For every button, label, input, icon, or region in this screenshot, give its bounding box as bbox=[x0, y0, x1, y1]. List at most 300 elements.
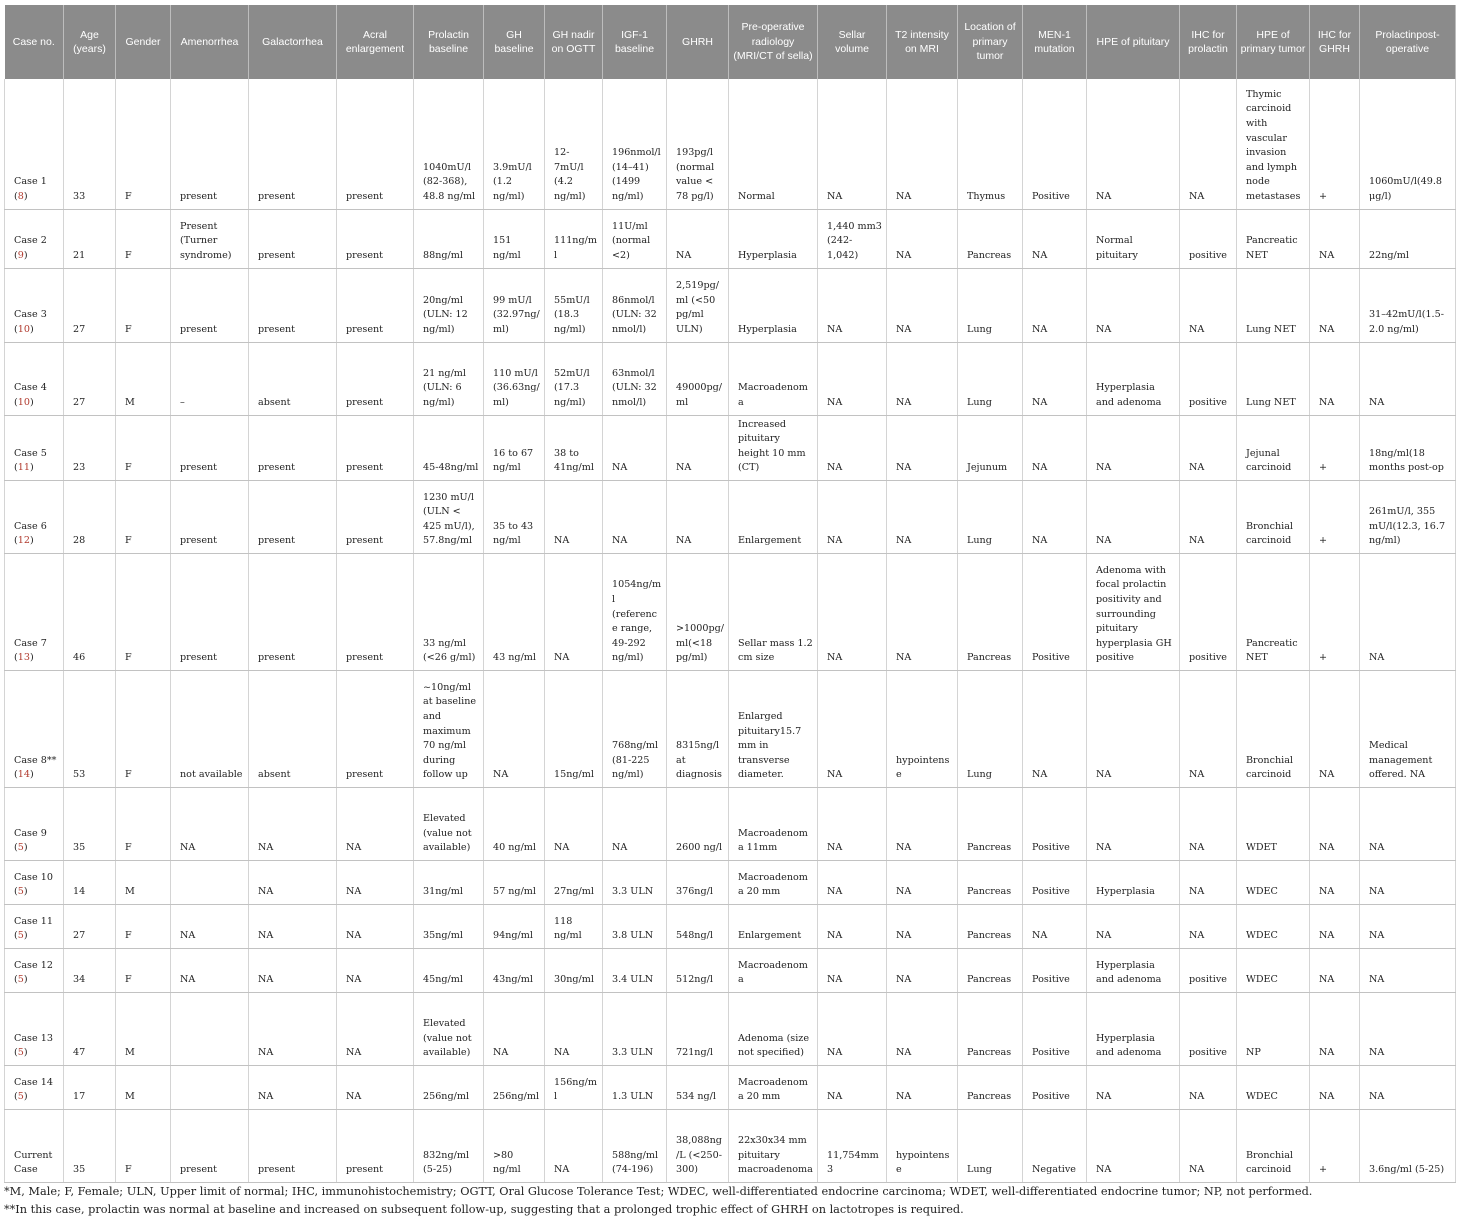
table-cell: F bbox=[116, 904, 171, 948]
table-cell: NA bbox=[171, 787, 249, 860]
table-cell: Lung bbox=[958, 342, 1023, 415]
table-cell: Enlargement bbox=[729, 480, 818, 553]
table-cell: Lung bbox=[958, 670, 1023, 787]
table-cell: Pancreatic NET bbox=[1237, 209, 1310, 268]
table-cell: NA bbox=[887, 1065, 958, 1109]
table-cell: Bronchial carcinoid bbox=[1237, 480, 1310, 553]
table-body bbox=[5, 79, 1456, 1182]
column-header: HPE of pituitary bbox=[1087, 5, 1180, 79]
table-cell: NA bbox=[249, 787, 337, 860]
table-cell: 27 bbox=[64, 268, 116, 342]
table-cell: + bbox=[1310, 1109, 1360, 1182]
table-cell: NA bbox=[1023, 480, 1087, 553]
table-cell: 22x30x34 mm pituitary macroadenoma bbox=[729, 1109, 818, 1182]
table-cell bbox=[171, 1065, 249, 1109]
table-cell: 256ng/ml bbox=[484, 1065, 545, 1109]
table-cell: 12-7mU/l (4.2 ng/ml) bbox=[545, 79, 603, 209]
table-cell: 23 bbox=[64, 415, 116, 480]
table-row bbox=[5, 415, 1456, 480]
table-row bbox=[5, 342, 1456, 415]
table-cell: 512ng/l bbox=[667, 948, 729, 992]
table-cell: NA bbox=[818, 670, 887, 787]
table-cell: Lung NET bbox=[1237, 268, 1310, 342]
table-cell: NA bbox=[1360, 860, 1456, 904]
table-cell: 1.3 ULN bbox=[603, 1065, 667, 1109]
column-header: Amenorrhea bbox=[171, 5, 249, 79]
table-cell: 88ng/ml bbox=[414, 209, 484, 268]
table-cell: Pancreas bbox=[958, 553, 1023, 670]
table-cell: 832ng/ml (5-25) bbox=[414, 1109, 484, 1182]
table-cell: 721ng/l bbox=[667, 992, 729, 1065]
table-cell: NA bbox=[887, 209, 958, 268]
table-cell: NA bbox=[603, 787, 667, 860]
table-cell: F bbox=[116, 268, 171, 342]
table-cell: Macroadenoma 11mm bbox=[729, 787, 818, 860]
column-header: GH baseline bbox=[484, 5, 545, 79]
table-cell: 2600 ng/l bbox=[667, 787, 729, 860]
table-cell: Hyperplasia bbox=[729, 268, 818, 342]
table-cell: 30ng/ml bbox=[545, 948, 603, 992]
table-cell: 3.4 ULN bbox=[603, 948, 667, 992]
case-cell: Case 8** (14) bbox=[5, 670, 64, 787]
table-cell: 94ng/ml bbox=[484, 904, 545, 948]
table-cell: 99 mU/l (32.97ng/ml) bbox=[484, 268, 545, 342]
table-cell: NA bbox=[887, 415, 958, 480]
table-cell: NA bbox=[249, 904, 337, 948]
table-cell: >80 ng/ml bbox=[484, 1109, 545, 1182]
table-cell: NA bbox=[337, 1065, 414, 1109]
column-header: Location of primary tumor bbox=[958, 5, 1023, 79]
case-comparison-table bbox=[4, 5, 1456, 1183]
table-cell: NA bbox=[1310, 992, 1360, 1065]
table-cell: NA bbox=[1087, 268, 1180, 342]
table-cell: present bbox=[171, 268, 249, 342]
table-cell: NA bbox=[1023, 415, 1087, 480]
case-label: Case 1 bbox=[14, 176, 47, 188]
table-cell: 57 ng/ml bbox=[484, 860, 545, 904]
table-row bbox=[5, 553, 1456, 670]
table-cell: NA bbox=[1180, 787, 1237, 860]
reference-link[interactable]: 12 bbox=[17, 535, 30, 547]
table-cell: hypointense bbox=[887, 670, 958, 787]
table-cell: NA bbox=[667, 415, 729, 480]
table-cell: F bbox=[116, 787, 171, 860]
table-cell: 2,519pg/ml (<50 pg/ml ULN) bbox=[667, 268, 729, 342]
table-cell: NA bbox=[1023, 904, 1087, 948]
table-cell: Medical management offered. NA bbox=[1360, 670, 1456, 787]
table-cell: 31–42mU/l(1.5-2.0 ng/ml) bbox=[1360, 268, 1456, 342]
table-cell: 17 bbox=[64, 1065, 116, 1109]
table-cell: 376ng/l bbox=[667, 860, 729, 904]
column-header: Age (years) bbox=[64, 5, 116, 79]
table-cell: NA bbox=[1180, 415, 1237, 480]
table-cell: 8315ng/l at diagnosis bbox=[667, 670, 729, 787]
case-cell: Case 5 (11) bbox=[5, 415, 64, 480]
table-cell: 11,754mm3 bbox=[818, 1109, 887, 1182]
table-cell: F bbox=[116, 480, 171, 553]
table-cell: present bbox=[249, 553, 337, 670]
table-cell: present bbox=[249, 79, 337, 209]
table-row bbox=[5, 1109, 1456, 1182]
reference-link[interactable]: 9 bbox=[17, 249, 24, 261]
table-cell: 31ng/ml bbox=[414, 860, 484, 904]
table-cell: NA bbox=[337, 992, 414, 1065]
table-cell: M bbox=[116, 992, 171, 1065]
table-cell: Lung bbox=[958, 1109, 1023, 1182]
table-cell: 27 bbox=[64, 904, 116, 948]
table-cell: NA bbox=[1310, 1065, 1360, 1109]
table-cell: 38 to 41ng/ml bbox=[545, 415, 603, 480]
table-cell: F bbox=[116, 553, 171, 670]
table-cell: Elevated (value not available) bbox=[414, 787, 484, 860]
table-cell: present bbox=[171, 480, 249, 553]
table-cell: present bbox=[249, 415, 337, 480]
table-cell: Increased pituitary height 10 mm (CT) bbox=[729, 415, 818, 480]
table-cell: F bbox=[116, 209, 171, 268]
table-cell: NA bbox=[337, 860, 414, 904]
table-cell: NA bbox=[887, 553, 958, 670]
table-cell: Macroadenoma 20 mm bbox=[729, 860, 818, 904]
table-cell: 1230 mU/l (ULN < 425 mU/l), 57.8ng/ml bbox=[414, 480, 484, 553]
table-cell: NA bbox=[545, 1109, 603, 1182]
table-cell: 52mU/l (17.3 ng/ml) bbox=[545, 342, 603, 415]
table-cell: F bbox=[116, 79, 171, 209]
table-cell: 53 bbox=[64, 670, 116, 787]
table-cell: 22ng/ml bbox=[1360, 209, 1456, 268]
table-row bbox=[5, 948, 1456, 992]
case-label: Case 7 bbox=[14, 637, 47, 649]
case-label: Case 13 bbox=[14, 1032, 53, 1044]
table-cell: NA bbox=[1360, 992, 1456, 1065]
table-cell: NA bbox=[1023, 209, 1087, 268]
table-cell: NA bbox=[1023, 342, 1087, 415]
table-cell: present bbox=[249, 480, 337, 553]
table-cell: Enlargement bbox=[729, 904, 818, 948]
table-cell: Positive bbox=[1023, 1065, 1087, 1109]
table-cell: 49000pg/ml bbox=[667, 342, 729, 415]
reference-link[interactable]: 14 bbox=[17, 769, 30, 781]
table-cell: positive bbox=[1180, 992, 1237, 1065]
case-cell: Case 10 (5) bbox=[5, 860, 64, 904]
table-cell: NA bbox=[545, 553, 603, 670]
case-cell: Case 2 (9) bbox=[5, 209, 64, 268]
table-cell: 27 bbox=[64, 342, 116, 415]
table-cell: NA bbox=[1087, 670, 1180, 787]
table-cell: NA bbox=[1360, 787, 1456, 860]
table-cell: NA bbox=[337, 904, 414, 948]
table-cell: Thymic carcinoid with vascular invasion and lymph node metastases bbox=[1237, 79, 1310, 209]
table-cell: present bbox=[337, 670, 414, 787]
table-cell: 1040mU/l (82-368), 48.8 ng/ml bbox=[414, 79, 484, 209]
table-cell: Enlarged pituitary15.7 mm in transverse diameter. bbox=[729, 670, 818, 787]
table-cell: NA bbox=[1310, 948, 1360, 992]
table-cell: Positive bbox=[1023, 787, 1087, 860]
case-label: Case 2 bbox=[14, 235, 47, 247]
table-cell: 193pg/l (normal value < 78 pg/l) bbox=[667, 79, 729, 209]
table-cell: Bronchial carcinoid bbox=[1237, 670, 1310, 787]
column-header: Case no. bbox=[5, 5, 64, 79]
table-cell: NA bbox=[171, 904, 249, 948]
table-cell: NA bbox=[1310, 670, 1360, 787]
table-cell: >1000pg/ml(<18 pg/ml) bbox=[667, 553, 729, 670]
reference-link[interactable]: 10 bbox=[17, 396, 30, 408]
table-cell: 3.3 ULN bbox=[603, 860, 667, 904]
table-cell: Sellar mass 1.2 cm size bbox=[729, 553, 818, 670]
table-cell: NA bbox=[484, 992, 545, 1065]
case-cell: Case 6 (12) bbox=[5, 480, 64, 553]
table-cell: NA bbox=[818, 268, 887, 342]
table-cell: Hyperplasia bbox=[1087, 860, 1180, 904]
reference-link[interactable]: 5 bbox=[17, 930, 24, 942]
table-cell: NA bbox=[1360, 904, 1456, 948]
table-cell: ~10ng/ml at baseline and maximum 70 ng/ml during follow up bbox=[414, 670, 484, 787]
table-cell: 20ng/ml (ULN: 12 ng/ml) bbox=[414, 268, 484, 342]
table-cell: F bbox=[116, 948, 171, 992]
table-cell: NA bbox=[249, 948, 337, 992]
table-row bbox=[5, 992, 1456, 1065]
table-cell: NA bbox=[1360, 342, 1456, 415]
column-header: GHRH bbox=[667, 5, 729, 79]
table-cell: 256ng/ml bbox=[414, 1065, 484, 1109]
table-cell: 156ng/ml bbox=[545, 1065, 603, 1109]
table-cell: NA bbox=[818, 415, 887, 480]
table-cell: NA bbox=[1360, 1065, 1456, 1109]
table-cell: M bbox=[116, 342, 171, 415]
table-cell: 43ng/ml bbox=[484, 948, 545, 992]
table-cell: NA bbox=[1180, 268, 1237, 342]
case-cell: Case 12 (5) bbox=[5, 948, 64, 992]
case-cell: Case 7 (13) bbox=[5, 553, 64, 670]
table-cell: 21 bbox=[64, 209, 116, 268]
table-cell: 3.9mU/l (1.2 ng/ml) bbox=[484, 79, 545, 209]
table-cell: absent bbox=[249, 670, 337, 787]
table-cell: + bbox=[1310, 480, 1360, 553]
table-cell: positive bbox=[1180, 553, 1237, 670]
table-cell: present bbox=[249, 1109, 337, 1182]
case-label: Case 12 bbox=[14, 959, 53, 971]
table-cell: 55mU/l (18.3 ng/ml) bbox=[545, 268, 603, 342]
table-cell: 35 bbox=[64, 1109, 116, 1182]
table-cell: NA bbox=[887, 79, 958, 209]
case-cell bbox=[5, 1109, 64, 1182]
table-cell: NA bbox=[1023, 670, 1087, 787]
table-cell: 151 ng/ml bbox=[484, 209, 545, 268]
table-cell: Pancreas bbox=[958, 787, 1023, 860]
table-cell: NA bbox=[1087, 1109, 1180, 1182]
table-cell: present bbox=[337, 1109, 414, 1182]
table-cell: 47 bbox=[64, 992, 116, 1065]
table-cell: F bbox=[116, 1109, 171, 1182]
reference-link[interactable]: 5 bbox=[17, 1091, 24, 1103]
table-row bbox=[5, 268, 1456, 342]
table-cell: Lung bbox=[958, 268, 1023, 342]
table-cell: Thymus bbox=[958, 79, 1023, 209]
table-cell: 261mU/l, 355 mU/l(12.3, 16.7 ng/ml) bbox=[1360, 480, 1456, 553]
table-cell: NA bbox=[818, 79, 887, 209]
table-cell: NA bbox=[1087, 904, 1180, 948]
table-row bbox=[5, 480, 1456, 553]
table-cell: NA bbox=[1310, 787, 1360, 860]
reference-link[interactable]: 5 bbox=[17, 1047, 24, 1059]
table-cell: Normal pituitary bbox=[1087, 209, 1180, 268]
table-cell: NP bbox=[1237, 992, 1310, 1065]
table-cell: Jejunum bbox=[958, 415, 1023, 480]
table-cell: present bbox=[337, 79, 414, 209]
table-cell: Pancreas bbox=[958, 948, 1023, 992]
reference-link[interactable]: 5 bbox=[17, 842, 24, 854]
table-cell: 110 mU/l (36.63ng/ml) bbox=[484, 342, 545, 415]
table-cell bbox=[171, 860, 249, 904]
table-cell: present bbox=[249, 209, 337, 268]
table-cell: Hyperplasia and adenoma bbox=[1087, 342, 1180, 415]
table-cell: present bbox=[249, 268, 337, 342]
column-header: IHC for GHRH bbox=[1310, 5, 1360, 79]
table-cell: present bbox=[337, 415, 414, 480]
table-cell bbox=[171, 992, 249, 1065]
footnote-case-8: **In this case, prolactin was normal at baseline and increased on subsequent follow-up, suggesting that a prolonged trophic effect of GHRH on lactotropes is required. bbox=[4, 1202, 964, 1216]
table-cell: NA bbox=[249, 860, 337, 904]
table-cell: NA bbox=[545, 787, 603, 860]
table-cell: 63nmol/l (ULN: 32 nmol/l) bbox=[603, 342, 667, 415]
column-header: HPE of primary tumor bbox=[1237, 5, 1310, 79]
table-cell: Positive bbox=[1023, 553, 1087, 670]
table-cell: NA bbox=[818, 553, 887, 670]
table-cell: NA bbox=[887, 787, 958, 860]
table-cell: NA bbox=[887, 904, 958, 948]
table-cell: NA bbox=[818, 1065, 887, 1109]
table-cell: present bbox=[337, 342, 414, 415]
table-cell: Normal bbox=[729, 79, 818, 209]
table-cell: Bronchial carcinoid bbox=[1237, 1109, 1310, 1182]
table-cell: 35ng/ml bbox=[414, 904, 484, 948]
table-cell: NA bbox=[603, 480, 667, 553]
table-cell: NA bbox=[249, 992, 337, 1065]
table-cell: positive bbox=[1180, 948, 1237, 992]
table-cell: Macroadenoma 20 mm bbox=[729, 1065, 818, 1109]
case-cell: Case 3 (10) bbox=[5, 268, 64, 342]
case-cell: Case 9 (5) bbox=[5, 787, 64, 860]
table-cell: Pancreas bbox=[958, 860, 1023, 904]
table-cell: 768ng/ml (81-225 ng/ml) bbox=[603, 670, 667, 787]
table-cell: NA bbox=[818, 992, 887, 1065]
reference-link[interactable]: 8 bbox=[17, 190, 24, 202]
column-header: GH nadir on OGTT bbox=[545, 5, 603, 79]
table-cell: Positive bbox=[1023, 948, 1087, 992]
table-cell: WDEC bbox=[1237, 948, 1310, 992]
case-label: Current Case bbox=[14, 1149, 53, 1176]
table-cell: NA bbox=[1087, 480, 1180, 553]
table-cell: Lung bbox=[958, 480, 1023, 553]
table-cell: positive bbox=[1180, 209, 1237, 268]
table-cell: hypointense bbox=[887, 1109, 958, 1182]
table-cell: Adenoma (size not specified) bbox=[729, 992, 818, 1065]
case-label: Case 11 bbox=[14, 915, 53, 927]
reference-link[interactable]: 10 bbox=[17, 323, 30, 335]
table-cell: NA bbox=[1310, 860, 1360, 904]
table-cell: present bbox=[337, 553, 414, 670]
table-cell: 40 ng/ml bbox=[484, 787, 545, 860]
table-cell: 28 bbox=[64, 480, 116, 553]
column-header: IHC for prolactin bbox=[1180, 5, 1237, 79]
table-cell: 534 ng/l bbox=[667, 1065, 729, 1109]
table-cell: 11U/ml (normal <2) bbox=[603, 209, 667, 268]
table-cell: Lung NET bbox=[1237, 342, 1310, 415]
table-cell: 16 to 67 ng/ml bbox=[484, 415, 545, 480]
table-cell: NA bbox=[1180, 1109, 1237, 1182]
table-cell: NA bbox=[818, 904, 887, 948]
table-cell: M bbox=[116, 860, 171, 904]
table-cell: Negative bbox=[1023, 1109, 1087, 1182]
table-cell: Positive bbox=[1023, 79, 1087, 209]
reference-link[interactable]: 11 bbox=[17, 462, 30, 474]
table-cell: NA bbox=[667, 209, 729, 268]
table-cell: 45ng/ml bbox=[414, 948, 484, 992]
table-cell: present bbox=[171, 1109, 249, 1182]
table-cell: present bbox=[171, 553, 249, 670]
table-cell: NA bbox=[1180, 670, 1237, 787]
column-header: Acral enlargement bbox=[337, 5, 414, 79]
table-cell: NA bbox=[1310, 342, 1360, 415]
table-cell: positive bbox=[1180, 342, 1237, 415]
table-cell: Positive bbox=[1023, 992, 1087, 1065]
table-cell: NA bbox=[1180, 904, 1237, 948]
table-cell: 46 bbox=[64, 553, 116, 670]
table-cell: Macroadenoma bbox=[729, 342, 818, 415]
table-cell: Pancreas bbox=[958, 1065, 1023, 1109]
column-header: Prolactinpost-operative bbox=[1360, 5, 1456, 79]
reference-link[interactable]: 5 bbox=[17, 886, 24, 898]
table-cell: Pancreas bbox=[958, 992, 1023, 1065]
table-cell: NA bbox=[1310, 268, 1360, 342]
table-cell: – bbox=[171, 342, 249, 415]
table-cell: NA bbox=[337, 787, 414, 860]
table-cell: NA bbox=[818, 787, 887, 860]
table-cell: 196nmol/l (14–41) (1499 ng/ml) bbox=[603, 79, 667, 209]
table-cell: NA bbox=[1023, 268, 1087, 342]
case-cell: Case 11 (5) bbox=[5, 904, 64, 948]
table-cell: 27ng/ml bbox=[545, 860, 603, 904]
column-header: Pre-operative radiology (MRI/CT of sella) bbox=[729, 5, 818, 79]
table-cell: not available bbox=[171, 670, 249, 787]
table-cell: 1060mU/l(49.8 μg/l) bbox=[1360, 79, 1456, 209]
table-cell: 45-48ng/ml bbox=[414, 415, 484, 480]
table-cell: 21 ng/ml (ULN: 6 ng/ml) bbox=[414, 342, 484, 415]
table-cell: WDEC bbox=[1237, 904, 1310, 948]
table-cell: Hyperplasia and adenoma bbox=[1087, 992, 1180, 1065]
column-header: MEN-1 mutation bbox=[1023, 5, 1087, 79]
table-cell: NA bbox=[818, 342, 887, 415]
table-cell: NA bbox=[1310, 209, 1360, 268]
table-cell: NA bbox=[1180, 79, 1237, 209]
table-cell: NA bbox=[887, 480, 958, 553]
table-cell: 38,088ng/L (<250-300) bbox=[667, 1109, 729, 1182]
table-cell: NA bbox=[1087, 415, 1180, 480]
table-row bbox=[5, 904, 1456, 948]
column-header: Prolactin baseline bbox=[414, 5, 484, 79]
table-cell: WDEC bbox=[1237, 1065, 1310, 1109]
table-cell: NA bbox=[1310, 904, 1360, 948]
reference-link[interactable]: 5 bbox=[17, 974, 24, 986]
case-label: Case 5 bbox=[14, 447, 47, 459]
table-cell: Pancreatic NET bbox=[1237, 553, 1310, 670]
table-row bbox=[5, 860, 1456, 904]
table-cell: 3.8 ULN bbox=[603, 904, 667, 948]
table-cell: NA bbox=[1087, 787, 1180, 860]
reference-link[interactable]: 13 bbox=[17, 652, 30, 664]
table-cell: NA bbox=[887, 992, 958, 1065]
case-label: Case 8** bbox=[14, 754, 57, 766]
table-cell: NA bbox=[545, 992, 603, 1065]
